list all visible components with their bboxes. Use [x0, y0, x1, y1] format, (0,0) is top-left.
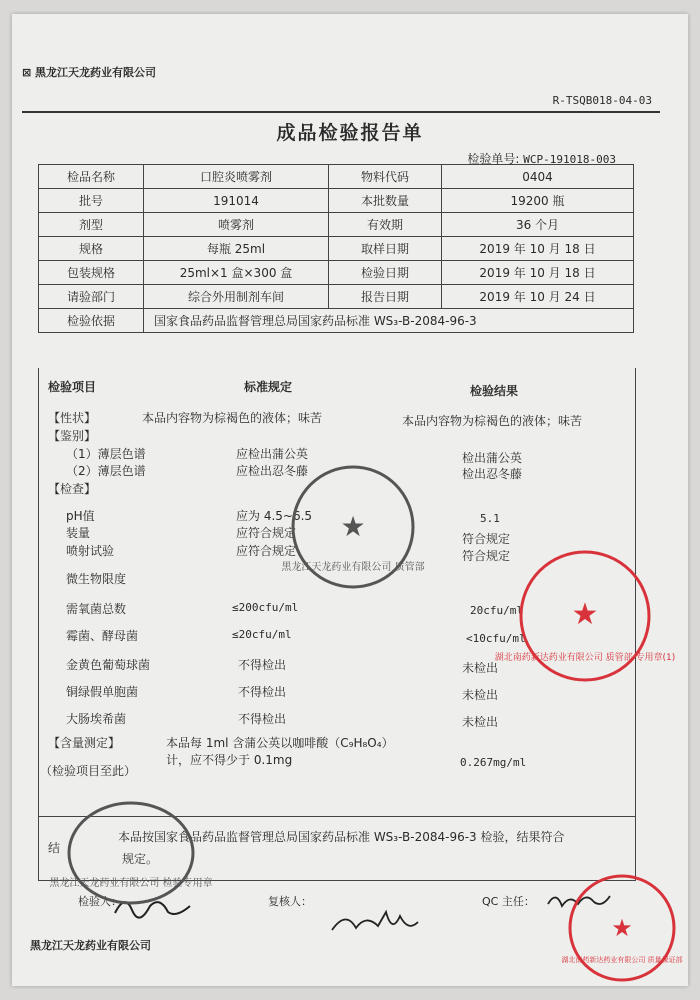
test-tlc1-standard: 应检出蒲公英: [236, 447, 309, 461]
hubei-stamp-text: 湖北南药新达药业有限公司 质管部 专用章(1): [494, 653, 676, 663]
package-label: 包装规格: [39, 261, 144, 285]
table-row: [39, 309, 634, 333]
column-result: 检验结果: [470, 384, 519, 398]
test-aerobic-result: 20cfu/ml: [470, 604, 523, 617]
info-table: [38, 164, 634, 333]
package-value: 25ml×1 盒×300 盒: [144, 261, 329, 285]
test-fill-standard: 应符合规定: [236, 526, 297, 540]
form-label: 剂型: [39, 213, 144, 237]
sampling-date-label: 取样日期: [329, 237, 442, 261]
test-tlc1-result: 检出蒲公英: [462, 451, 523, 465]
conclusion-line1: 本品按国家食品药品监督管理总局国家药品标准 WS₃-B-2084-96-3 检验，结果符合: [118, 830, 565, 844]
corner-stamp-text: 湖北南药新达药业有限公司 质量保证部: [561, 956, 683, 964]
test-tlc2-label: （2）薄层色谱: [66, 464, 146, 478]
test-ph-result: 5.1: [480, 512, 500, 525]
test-assay-result: 0.267mg/ml: [460, 756, 527, 769]
test-pseudo-standard: 不得检出: [238, 685, 287, 699]
inspector-label: 检验人：: [78, 895, 122, 908]
test-date-value: 2019 年 10 月 18 日: [442, 261, 634, 285]
table-row: [39, 189, 634, 213]
test-staph-label: 金黄色葡萄球菌: [66, 658, 151, 672]
qa-stamp-gray: [281, 462, 425, 592]
quantity-label: 本批数量: [329, 189, 442, 213]
test-ecoli-standard: 不得检出: [238, 712, 287, 726]
svg-text:★: ★: [611, 914, 633, 942]
reviewer-label: 复核人：: [268, 895, 312, 908]
quantity-value: 19200 瓶: [442, 189, 634, 213]
svg-text:★: ★: [571, 597, 599, 632]
test-spray-standard: 应符合规定: [236, 544, 297, 558]
test-ph-label: pH值: [66, 509, 95, 523]
form-value: 喷雾剂: [144, 213, 329, 237]
product-name-value: 口腔炎喷雾剂: [144, 165, 329, 189]
corner-stamp-red: [561, 872, 683, 984]
test-assay-standard-line1: 本品每 1ml 含蒲公英以咖啡酸（C₉H₈O₄）: [166, 736, 394, 750]
test-assay-label: 【含量测定】: [48, 736, 121, 750]
test-pseudo-label: 铜绿假单胞菌: [66, 685, 139, 699]
dept-value: 综合外用制剂车间: [144, 285, 329, 309]
test-end-label: （检验项目至此）: [40, 764, 137, 778]
test-aerobic-label: 需氧菌总数: [66, 602, 127, 616]
material-code-label: 物料代码: [329, 165, 442, 189]
table-row: [39, 261, 634, 285]
test-ecoli-label: 大肠埃希菌: [66, 712, 127, 726]
test-spray-label: 喷射试验: [66, 544, 115, 558]
basis-label: 检验依据: [39, 309, 144, 333]
header-divider: [22, 111, 660, 113]
dept-label: 请验部门: [39, 285, 144, 309]
test-micro-label: 微生物限度: [66, 572, 127, 586]
test-ecoli-result: 未检出: [462, 715, 499, 729]
test-mold-standard: ≤20cfu/ml: [232, 628, 292, 641]
test-check-label: 【检查】: [48, 482, 97, 496]
table-row: [39, 213, 634, 237]
spec-label: 规格: [39, 237, 144, 261]
test-assay-standard-line2: 计，应不得少于 0.1mg: [166, 753, 293, 767]
test-tlc2-standard: 应检出忍冬藤: [236, 464, 309, 478]
test-fill-result: 符合规定: [462, 532, 511, 546]
table-row: [39, 285, 634, 309]
batch-label: 批号: [39, 189, 144, 213]
page-title: 成品检验报告单: [276, 122, 424, 144]
test-mold-result: <10cfu/ml: [466, 632, 526, 645]
test-appearance-label: 【性状】: [48, 411, 97, 425]
company-logo-icon: ⊠: [22, 66, 36, 79]
inspection-stamp-text: 黑龙江天龙药业有限公司 检验专用章: [49, 878, 213, 889]
test-tlc1-label: （1）薄层色谱: [66, 447, 146, 461]
inspection-stamp-gray: [49, 798, 213, 908]
report-date-label: 报告日期: [329, 285, 442, 309]
report-date-value: 2019 年 10 月 24 日: [442, 285, 634, 309]
batch-value: 191014: [144, 189, 329, 213]
product-name-label: 检品名称: [39, 165, 144, 189]
test-fill-label: 装量: [66, 526, 91, 540]
conclusion-line2: 规定。: [122, 852, 159, 866]
validity-value: 36 个月: [442, 213, 634, 237]
table-row: [39, 165, 634, 189]
report-number-label: 检验单号:: [467, 152, 520, 166]
qa-stamp-text: 黑龙江天龙药业有限公司 质管部: [281, 562, 425, 573]
reviewer-signature: [326, 904, 426, 940]
report-number-value: WCP-191018-003: [523, 153, 616, 166]
sampling-date-value: 2019 年 10 月 18 日: [442, 237, 634, 261]
test-staph-result: 未检出: [462, 661, 499, 675]
test-ph-standard: 应为 4.5~6.5: [236, 509, 313, 523]
test-aerobic-standard: ≤200cfu/ml: [232, 601, 299, 614]
test-tlc2-result: 检出忍冬藤: [462, 467, 523, 481]
test-date-label: 检验日期: [329, 261, 442, 285]
footer-company: 黑龙江天龙药业有限公司: [30, 939, 151, 952]
test-staph-standard: 不得检出: [238, 658, 287, 672]
table-row: [39, 237, 634, 261]
conclusion-label: 结: [48, 841, 61, 855]
basis-value: 国家食品药品监督管理总局国家药品标准 WS₃-B-2084-96-3: [144, 309, 634, 333]
column-standard: 标准规定: [244, 380, 293, 394]
spec-value: 每瓶 25ml: [144, 237, 329, 261]
test-ident-label: 【鉴别】: [48, 429, 97, 443]
column-item: 检验项目: [48, 380, 97, 394]
test-appearance-result: 本品内容物为棕褐色的液体；味苦: [402, 414, 583, 428]
header-company: ⊠ 黑龙江天龙药业有限公司: [22, 66, 157, 79]
test-spray-result: 符合规定: [462, 549, 511, 563]
test-appearance-standard: 本品内容物为棕褐色的液体；味苦: [142, 411, 323, 425]
validity-label: 有效期: [329, 213, 442, 237]
material-code-value: 0404: [442, 165, 634, 189]
qc-label: QC 主任：: [482, 895, 535, 908]
test-pseudo-result: 未检出: [462, 688, 499, 702]
svg-text:★: ★: [340, 510, 366, 543]
form-code: R-TSQB018-04-03: [552, 94, 652, 107]
test-mold-label: 霉菌、酵母菌: [66, 629, 139, 643]
